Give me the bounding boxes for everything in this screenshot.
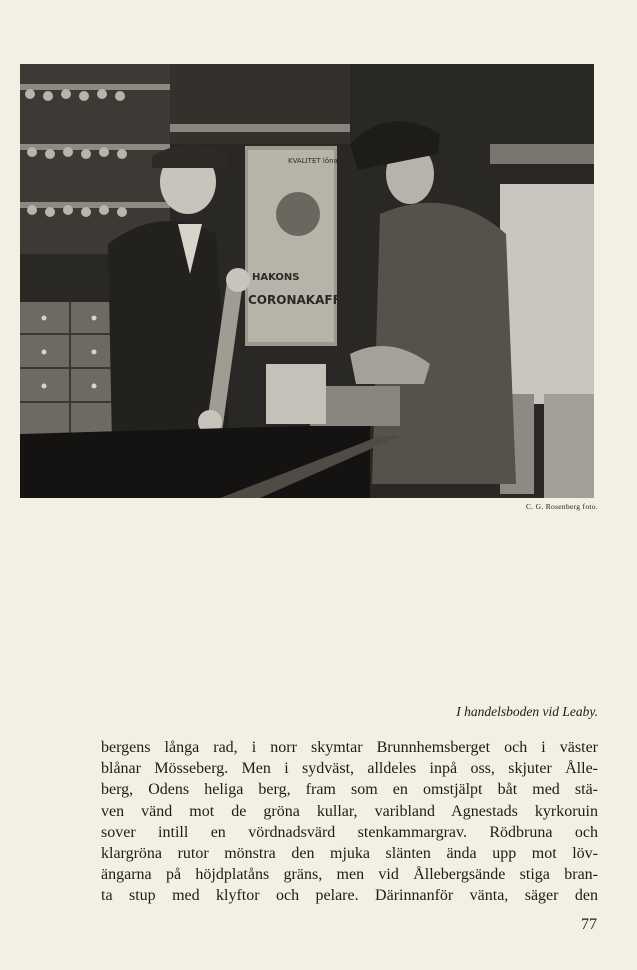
- body-paragraph: [101, 737, 598, 907]
- text-line: ta stup med klyftor och pelare. Därinnanför vänta, säger den: [101, 887, 598, 905]
- text-line: bergens långa rad, i norr skymtar Brunnhemsberget och i väster: [101, 739, 598, 756]
- page-number: 77: [581, 916, 597, 933]
- svg-text:HAKONS: HAKONS: [252, 272, 300, 283]
- text-line: klargröna rutor mönstra den mjuka slänten ända upp mot löv-: [101, 845, 598, 863]
- text-line: ängarna på höjdplatåns gräns, men vid Ållebergsände stiga bran-: [101, 866, 598, 884]
- shop-photo: [20, 64, 594, 498]
- shop-photo-icon: [20, 64, 594, 498]
- photo-credit: C. G. Rosenberg foto.: [526, 502, 598, 511]
- photo-caption: I handelsboden vid Leaby.: [456, 704, 598, 719]
- text-line: berg, Odens heliga berg, fram som en omstjälpt båt med stä-: [101, 781, 598, 799]
- text-line: blånar Mösseberg. Men i sydväst, alldeles inpå oss, skjuter Ålle-: [101, 760, 598, 778]
- text-line: ven vänd mot de gröna kullar, varibland Agnestads kyrkoruin: [101, 802, 598, 820]
- svg-text:KVALITET lönar sig: KVALITET lönar sig: [288, 157, 353, 165]
- text-line: sover intill en vördnadsvärd stenkammargrav. Rödbruna och: [101, 823, 598, 841]
- svg-text:CORONAKAFFE: CORONAKAFFE: [248, 293, 349, 307]
